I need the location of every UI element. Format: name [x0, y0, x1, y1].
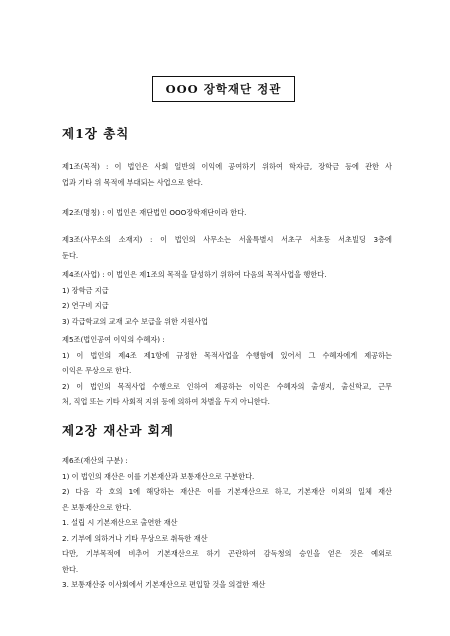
article-6-item: 3. 보통재산중 이사회에서 기본재산으로 편입할 것을 의결한 재산: [62, 580, 266, 589]
article-6: [62, 453, 392, 593]
article-5-line: 처, 직업 또는 기타 사회적 지위 등에 의하여 차별을 두지 아니한다.: [62, 397, 270, 406]
article-6-line: 은 보통재산으로 한다.: [62, 502, 132, 512]
article-6-item: 2. 기부에 의하거나 기타 무상으로 취득한 재산: [62, 533, 208, 543]
article-3: [62, 232, 392, 263]
article-4-item: 1) 장학금 지급: [62, 285, 109, 295]
article-2: [62, 205, 392, 221]
article-6-line: 1) 이 법인의 재산은 이를 기본재산과 보통재산으로 구분한다.: [62, 471, 255, 481]
article-1-line: 제1조(목적) : 이 법인은 사회 일반의 이익에 공여하기 위하여 학자금, 장학금 등에 관한 사: [62, 162, 392, 171]
article-5-line: 1) 이 법인의 제4조 제1항에 규정한 목적사업을 수행함에 있어서 그 수혜자에게 제공하는: [62, 350, 392, 360]
article-4-item: 2) 연구비 지급: [62, 301, 109, 310]
article-5-line: 제5조(법인공여 이익의 수혜자) :: [62, 335, 165, 344]
article-5-line: 2) 이 법인의 목적사업 수행으로 인하여 제공하는 이익은 수혜자의 출생지, 출신학교, 근무: [62, 381, 392, 391]
article-6-line: 2) 다음 각 호의 1에 해당하는 재산은 이를 기본재산으로 하고, 기본재산 이외의 일체 재산: [62, 487, 392, 496]
article-6-line: 다만, 기부목적에 비추어 기본재산으로 하기 곤란하여 감독청의 승인을 얻은 것은 예외로: [62, 549, 392, 558]
chapter-2-heading: 제2장 재산과 회계: [62, 423, 174, 438]
article-1: [62, 159, 392, 190]
article-2-line: 제2조(명칭) : 이 법인은 재단법인 OOO장학재단이라 한다.: [62, 208, 247, 217]
article-4-line: 제4조(사업) : 이 법인은 제1조의 목적을 달성하기 위하여 다음의 목적사업을 행한다.: [62, 270, 327, 279]
article-4: [62, 267, 392, 329]
article-1-line: 업과 기타 위 목적에 부대되는 사업으로 한다.: [62, 177, 203, 187]
document-title: OOO 장학재단 정관: [152, 76, 295, 102]
article-4-item: 3) 각급학교의 교재 교수 보급을 위한 지원사업: [62, 316, 209, 326]
article-6-line: 제6조(재산의 구분) :: [62, 456, 128, 465]
article-6-item: 1. 설립 시 기본재산으로 출연한 재산: [62, 518, 178, 527]
article-3-line: 둔다.: [62, 250, 79, 260]
article-5-line: 이익은 무상으로 한다.: [62, 366, 132, 375]
article-5: [62, 332, 392, 410]
article-3-line: 제3조(사무소의 소재지) : 이 법인의 사무소는 서울특별시 서초구 서초동 서초빌딩 3층에: [62, 235, 392, 244]
chapter-1-heading: 제1장 총칙: [62, 126, 130, 141]
article-6-line: 한다.: [62, 564, 79, 574]
